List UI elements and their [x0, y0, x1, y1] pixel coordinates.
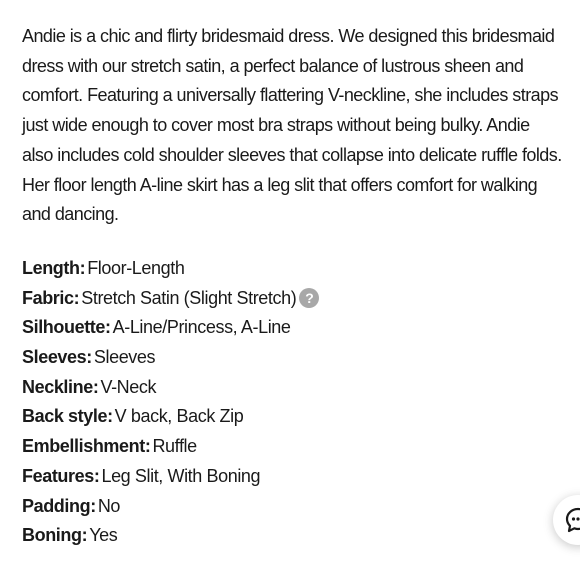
spec-separator: : [107, 406, 113, 427]
help-icon[interactable]: ? [299, 288, 319, 308]
chat-bubble-icon [565, 507, 580, 533]
spec-value: Leg Slit, With Boning [101, 465, 261, 486]
spec-value: V back, Back Zip [114, 406, 244, 427]
spec-value: Ruffle [152, 436, 197, 457]
spec-label: Silhouette [22, 317, 106, 338]
spec-separator: : [79, 257, 86, 278]
spec-separator: : [86, 347, 92, 368]
spec-label: Padding [22, 495, 91, 516]
spec-label: Boning [22, 525, 82, 546]
spec-value: A-Line/Princess, A-Line [112, 317, 291, 338]
spec-label: Sleeves [22, 347, 87, 368]
spec-value: Yes [89, 525, 118, 546]
product-details [22, 22, 562, 551]
spec-label: Neckline [22, 376, 93, 397]
spec-label: Length [22, 257, 80, 278]
spec-separator: : [105, 317, 111, 338]
spec-separator: : [81, 525, 88, 546]
spec-row-length [22, 254, 562, 284]
spec-separator: : [93, 465, 100, 486]
spec-separator: : [144, 436, 151, 457]
spec-row-features [22, 462, 562, 492]
product-description: Andie is a chic and flirty bridesmaid dress. We designed this bridesmaid dress with our stretch satin, a perfect balance of lustrous sheen and comfort. Featuring a universally flattering V-neckline, she includes straps just wide enough to cover most bra straps without being bulky. Andie also includes cold shoulder sleeves that collapse into delicate ruffle folds. Her floor length A-line skirt has a leg slit that offers comfort for walking and dancing. [22, 26, 562, 225]
spec-value: Sleeves [93, 347, 156, 368]
spec-label: Embellishment [22, 436, 145, 457]
spec-row-boning [22, 521, 562, 551]
spec-row-sleeves [22, 343, 562, 373]
spec-label: Features [22, 465, 94, 486]
spec-value: V-Neck [100, 376, 157, 397]
spec-row-back-style [22, 402, 562, 432]
spec-value: Stretch Satin (Slight Stretch) [81, 287, 297, 308]
spec-list [22, 254, 562, 551]
spec-label: Fabric [22, 287, 74, 308]
spec-row-embellishment [22, 432, 562, 462]
spec-separator: : [73, 287, 80, 308]
spec-row-fabric [22, 284, 562, 314]
spec-row-neckline [22, 373, 562, 403]
spec-separator: : [92, 376, 99, 397]
spec-label: Back style [22, 406, 108, 427]
spec-value: No [97, 495, 121, 516]
spec-value: Floor-Length [87, 257, 185, 278]
spec-separator: : [90, 495, 96, 516]
spec-row-silhouette [22, 313, 562, 343]
spec-row-padding [22, 492, 562, 522]
